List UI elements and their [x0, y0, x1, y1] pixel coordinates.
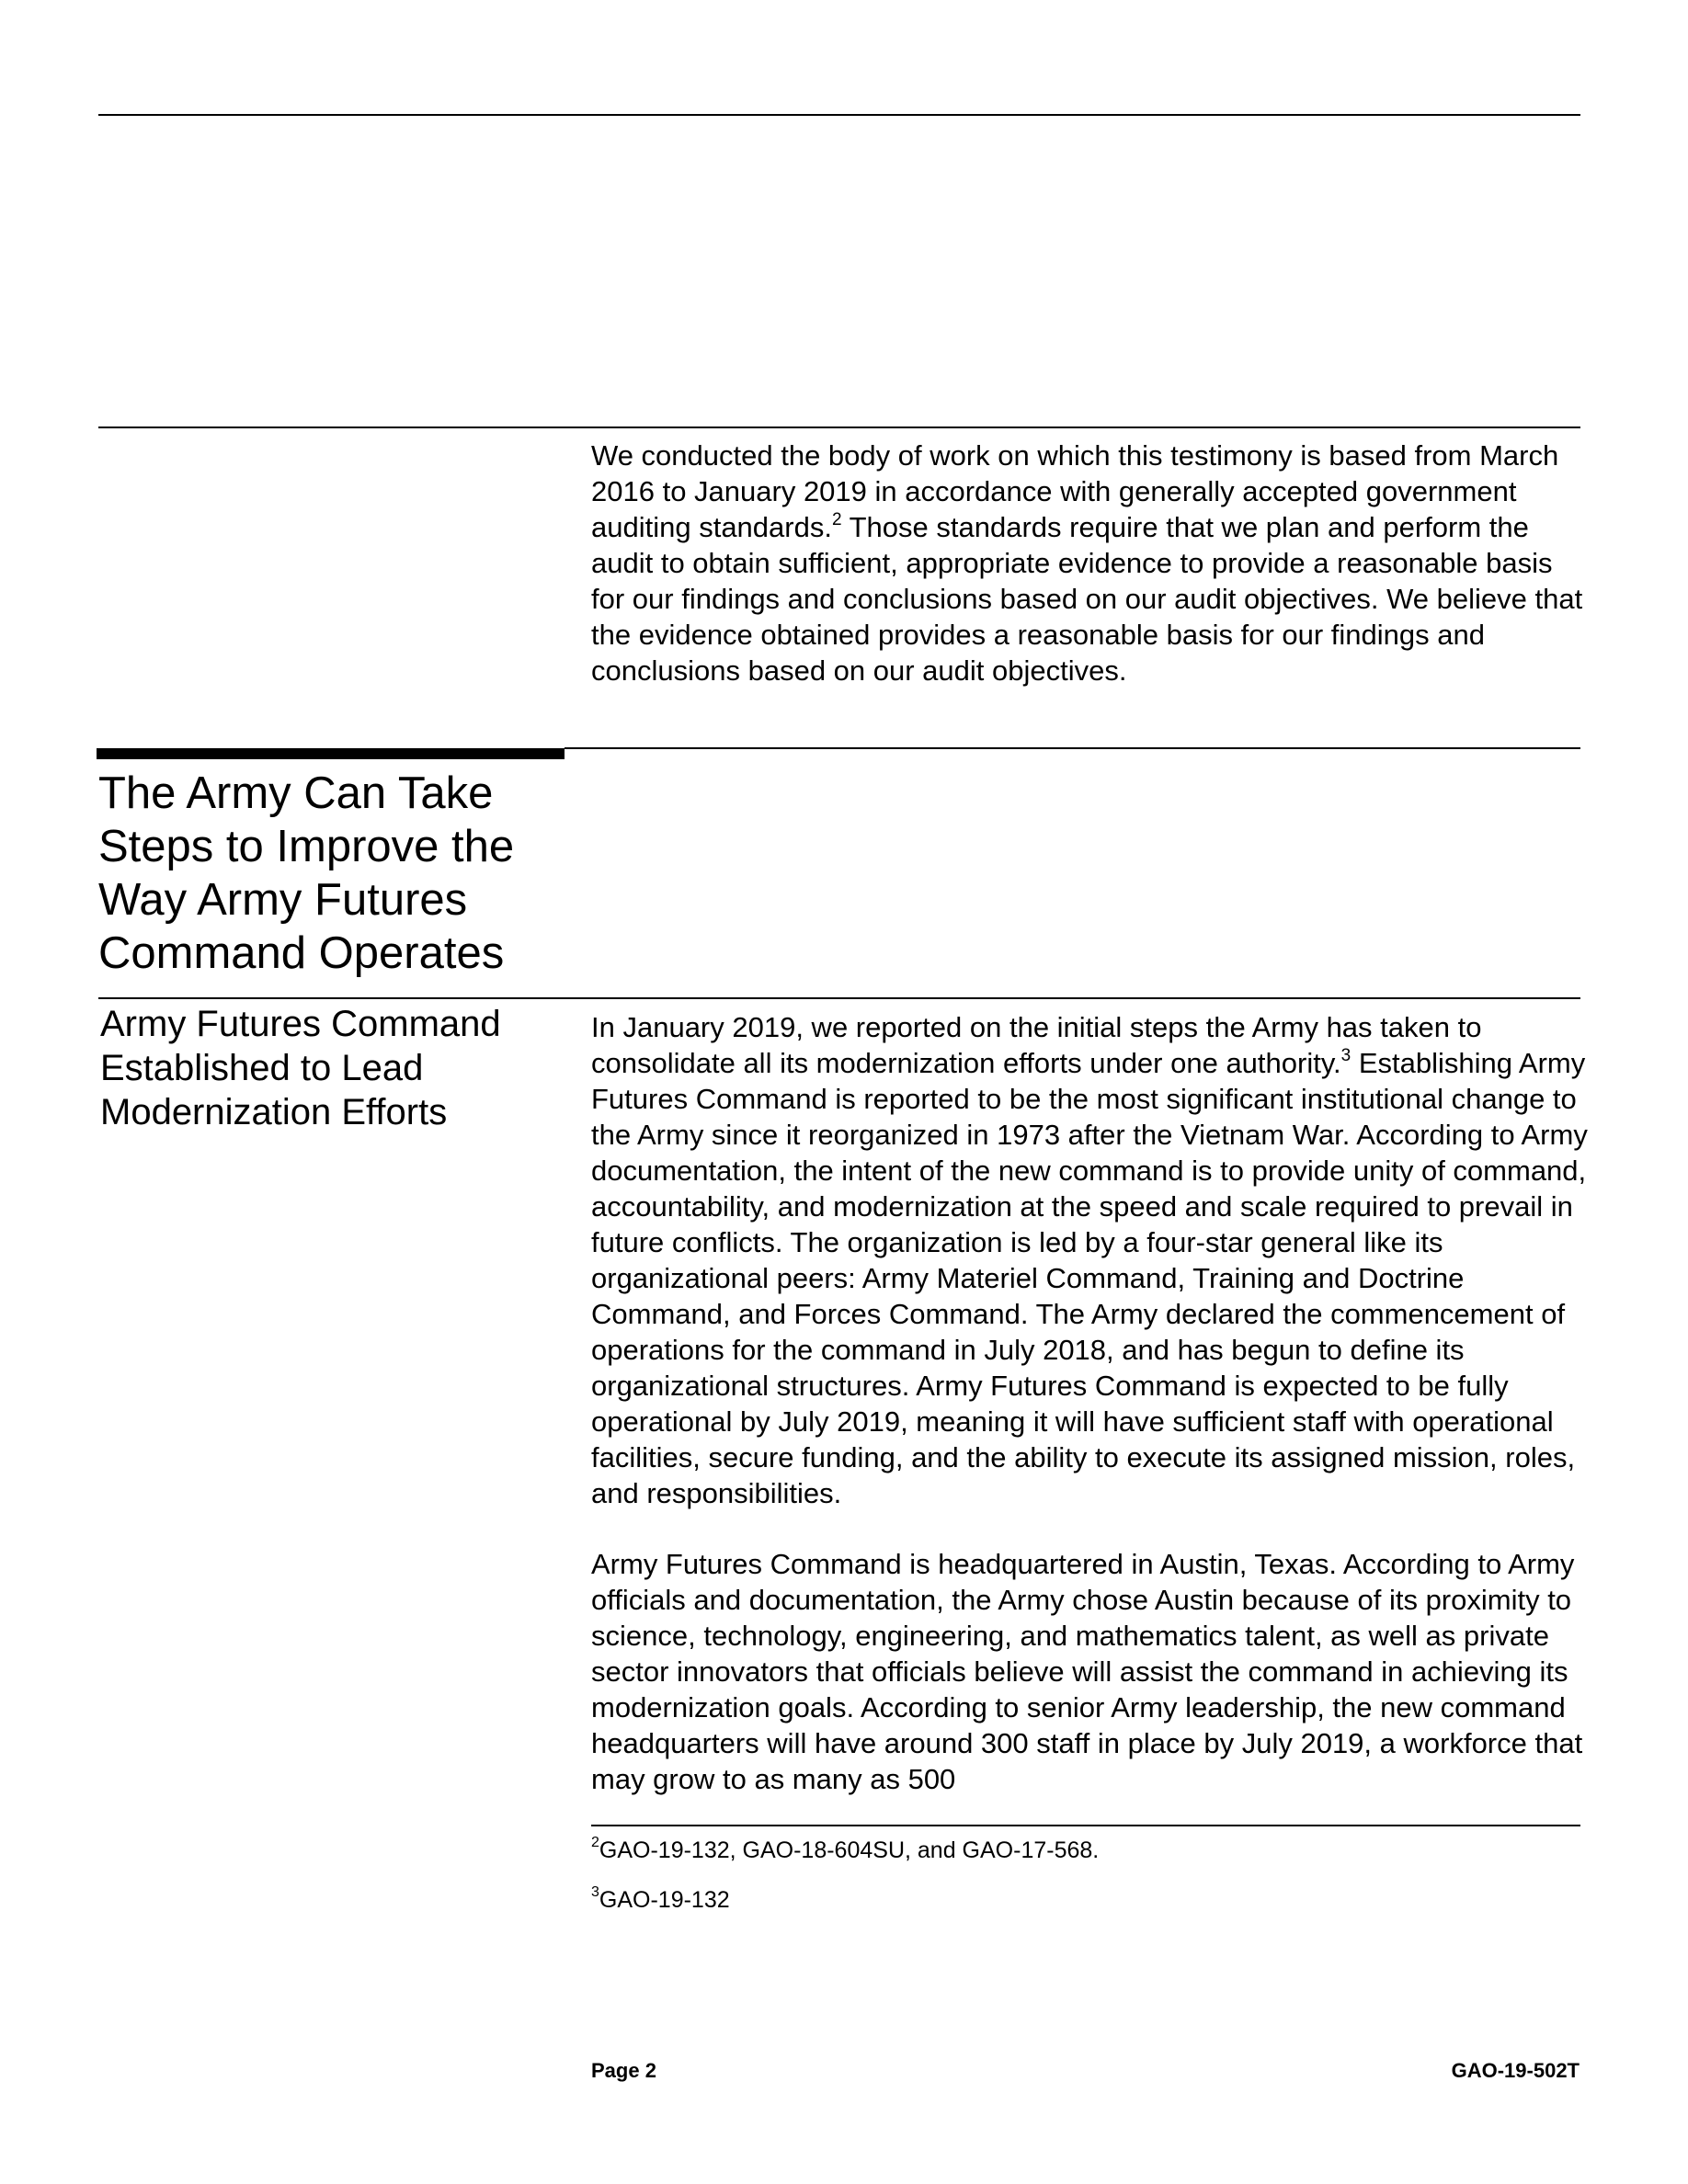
section-heading: The Army Can Take Steps to Improve the Way Army Futures Command Operates [98, 768, 515, 978]
subsection-rule [98, 997, 1580, 999]
intro-paragraph: We conducted the body of work on which this testimony is based from March 2016 to January 2019 in accordance with generally accepted government auditing standards.$^2$ Those standards require that we plan and perform the audit to obtain sufficient, appropriate evidence to provide a reasonable basis for our findings and conclusions based on our audit objectives. We believe that the evidence obtained provides a reasonable basis for our findings and conclusions based on our audit objectives. [591, 439, 1583, 687]
report-id: GAO-19-502T [1451, 2059, 1580, 2082]
footnote-2: $^2$GAO-19-132, GAO-18-604SU, and GAO-17-568. [591, 1834, 1100, 1863]
footnote-ref-2: 2 [831, 509, 842, 529]
section-rule [565, 747, 1580, 749]
body-paragraph-2: Army Futures Command is headquartered in Austin, Texas. According to Army officials and documentation, the Army chose Austin because of its proximity to science, technology, engineering, and mathematics talent, as well as private sector innovators that officials believe will assist the command in achieving its modernization goals. According to senior Army leadership, the new command headquarters will have around 300 staff in place by July 2019, a workforce that may grow to as many as 500 [591, 1548, 1583, 1795]
section-heading-bar [97, 748, 565, 759]
subsection-heading: Army Futures Command Established to Lead Modernization Efforts [100, 1004, 501, 1132]
intro-rule [98, 427, 1580, 428]
footnote-separator [591, 1825, 1580, 1826]
top-rule [98, 114, 1580, 116]
body-paragraph-1: In January 2019, we reported on the initial steps the Army has taken to consolidate all its modernization efforts under one authority.$^3$ Establishing Army Futures Command is reported to be the most significant institutional change to the Army since it reorganized in 1973 after the Vietnam War. According to Army documentation, the intent of the new command is to provide unity of command, accountability, and modernization at the speed and scale required to prevail in future conflicts. The organization is led by a four-star general like its organizational peers: Army Materiel Command, Training and Doctrine Command, and Forces Command. The Army declared the commencement of operations for the command in July 2018, and has begun to define its organizational structures. Army Futures Command is expected to be fully operational by July 2019, meaning it will have sufficient staff with operational facilities, secure funding, and the ability to execute its assigned mission, roles, and responsibilities. [591, 1011, 1588, 1509]
footnote-3: $^3$GAO-19-132 [591, 1883, 730, 1913]
page-number: Page 2 [591, 2059, 656, 2082]
footnote-ref-3: 3 [1340, 1045, 1352, 1065]
